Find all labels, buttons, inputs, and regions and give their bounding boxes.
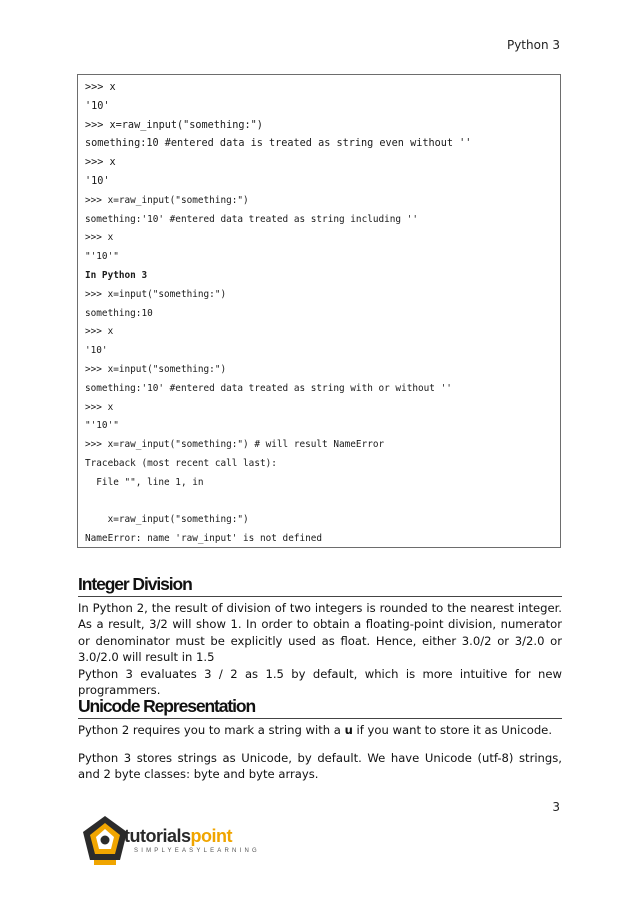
paragraph-text: Python 2 requires you to mark a string with a	[78, 723, 345, 737]
tutorialspoint-logo	[80, 812, 260, 872]
paragraph: Python 3 evaluates 3 / 2 as 1.5 by default, which is more intuitive for new programmers.	[78, 667, 562, 698]
code-subheading: In Python 3	[85, 269, 148, 281]
code-line: >>> x	[85, 232, 114, 244]
logo-word-accent: point	[190, 826, 232, 846]
code-line: "'10'"	[85, 251, 119, 263]
section-title-unicode-representation: Unicode Representation	[78, 696, 562, 719]
code-line: x=raw_input("something:")	[85, 514, 249, 526]
page-number: 3	[552, 800, 560, 814]
code-line: '10'	[85, 345, 108, 357]
code-line: NameError: name 'raw_input' is not defined	[85, 533, 323, 545]
logo-emblem-icon	[80, 814, 130, 870]
code-line: >>> x=raw_input("something:")	[85, 194, 249, 206]
code-line: '10'	[85, 100, 110, 112]
code-block	[77, 74, 561, 548]
logo-tagline: SIMPLYEASYLEARNING	[134, 848, 260, 854]
bold-marker: u	[344, 723, 353, 737]
code-line: something:'10' #entered data treated as string including ''	[85, 213, 419, 225]
page-header: Python 3	[506, 38, 560, 52]
code-line: >>> x=input("something:")	[85, 288, 227, 300]
code-line	[85, 493, 552, 512]
code-line: "'10'"	[85, 420, 119, 432]
paragraph-text: if you want to store it as Unicode.	[352, 723, 553, 737]
code-line: >>> x	[85, 82, 116, 93]
code-line: something:'10' #entered data treated as string with or without ''	[85, 382, 452, 394]
section-title-integer-division: Integer Division	[78, 574, 562, 597]
code-line: >>> x=raw_input("something:") # will result NameError	[85, 439, 385, 451]
code-line: >>> x=raw_input("something:")	[85, 119, 263, 131]
code-line: '10'	[85, 175, 110, 187]
code-line: >>> x	[85, 326, 114, 338]
code-line: File "", line 1, in	[85, 476, 204, 488]
paragraph: Python 3 stores strings as Unicode, by default. We have Unicode (utf-8) strings, and 2 byte classes: byte and byte arrays.	[78, 751, 562, 782]
code-line: >>> x=input("something:")	[85, 363, 227, 375]
logo-word: tutorials	[124, 826, 191, 846]
logo-wordmark	[124, 826, 232, 847]
code-line: something:10	[85, 307, 153, 319]
code-line: >>> x	[85, 157, 116, 169]
code-line: >>> x	[85, 401, 114, 413]
paragraph: In Python 2, the result of division of two integers is rounded to the nearest integer. As a result, 3/2 will show 1. In order to obtain a floating-point division, numerator or denominator must be explicitly used as float. Hence, either 3.0/2 or 3/2.0 or 3.0/2.0 will result in 1.5	[78, 601, 562, 665]
code-line: Traceback (most recent call last):	[85, 457, 277, 469]
code-line: something:10 #entered data is treated as string even without ''	[85, 138, 472, 150]
paragraph	[78, 722, 562, 738]
